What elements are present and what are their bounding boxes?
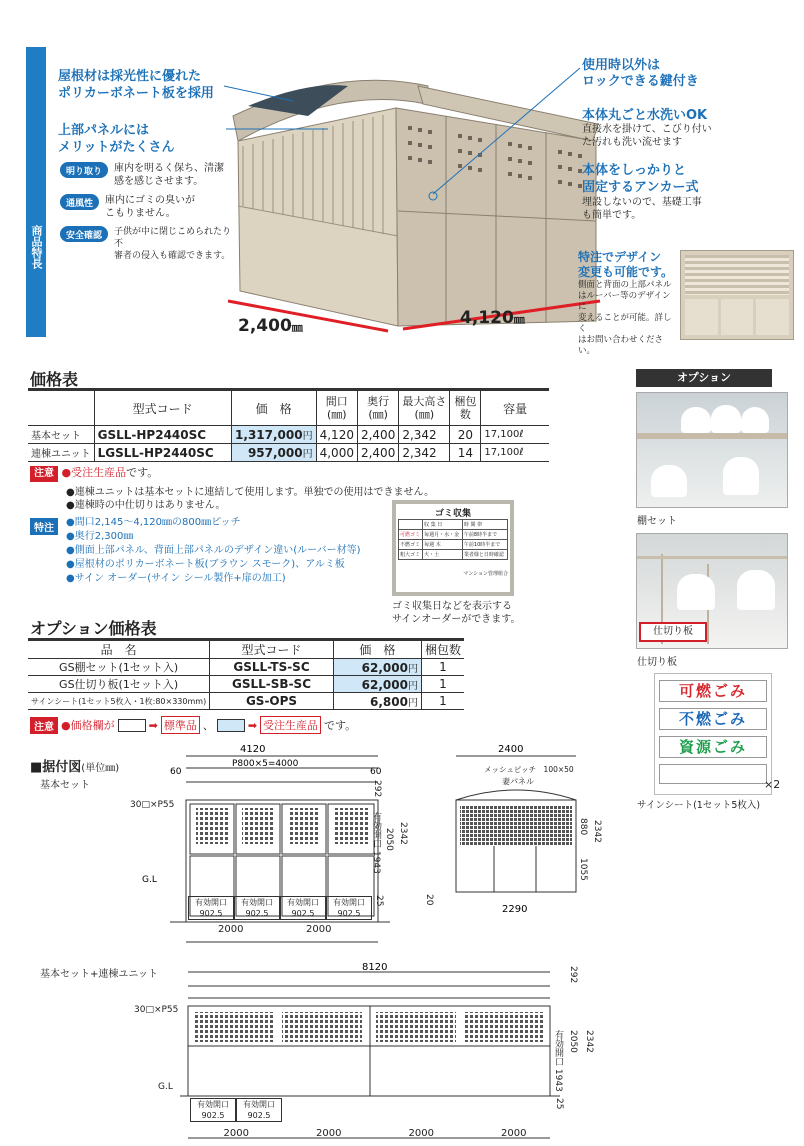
- model-code: GSLL-HP2440SC: [94, 426, 231, 444]
- legend-tail: です。: [324, 719, 357, 732]
- eff-width: 902.5: [245, 909, 269, 918]
- note-2: ●連棟時の中仕切りはありません。: [66, 500, 226, 511]
- cell-w: 4,000: [316, 444, 357, 462]
- cell-h: 2,342: [399, 444, 450, 462]
- upper-panel-text-1: 上部パネルには: [58, 123, 150, 138]
- divider-label: 仕切り板: [639, 622, 707, 642]
- custom-text-1: 側面と背面の上部パネル: [578, 280, 672, 290]
- eff-width: 902.5: [247, 1111, 271, 1120]
- total-height: 2050: [384, 828, 394, 851]
- custom-text-4: はお問い合わせください。: [578, 335, 664, 356]
- merit-item: [60, 226, 240, 262]
- foot-height: 25: [374, 895, 384, 907]
- yen: 円: [302, 431, 313, 442]
- divider-photo: [636, 533, 788, 649]
- lock-text-2: ロックできる鍵付き: [582, 74, 699, 89]
- spec-item: ●間口2,145～4,120㎜の800㎜ピッチ: [66, 517, 241, 528]
- side-base: 2290: [502, 904, 528, 915]
- custom-panel-photo: [680, 250, 794, 340]
- merit-text: 審者の侵入も確認できます。: [114, 251, 231, 261]
- yen: 円: [302, 449, 313, 460]
- merit-item: [60, 194, 240, 220]
- legend-white-box: [118, 719, 146, 732]
- chui-tag: 注意: [30, 466, 58, 482]
- sign-cell: 不燃ゴミ: [399, 540, 423, 550]
- note-1: ●連棟ユニットは基本セットに連結して使用します。単独での使用はできません。: [66, 487, 435, 498]
- pitch: P800×5=4000: [232, 759, 299, 769]
- cell-cap: 17,100ℓ: [481, 444, 549, 462]
- lock-text-1: 使用時以外は: [582, 58, 661, 73]
- chui-tag: 注意: [30, 717, 58, 734]
- price-header: 容量: [481, 391, 549, 426]
- cell-d: 2,400: [357, 444, 398, 462]
- sign-cell: 業者様と日時確認: [462, 550, 507, 560]
- option-header: 型式コード: [210, 641, 334, 659]
- drawing-title: ■据付図: [30, 760, 82, 775]
- merit-text: こもりません。: [105, 208, 176, 219]
- total-height: 2050: [568, 1030, 578, 1053]
- made-to-order: ●受注生産品: [61, 466, 127, 479]
- spec-item: ●奥行2,300㎜: [66, 531, 134, 542]
- price-header: 価 格: [231, 391, 316, 426]
- max-height: 2342: [398, 822, 408, 845]
- combo-label: 基本セット+連棟ユニット: [40, 969, 158, 980]
- price-table: [28, 390, 549, 462]
- merit-text: 庫内を明るく保ち、清潔: [114, 163, 225, 174]
- row-label: 連棟ユニット: [28, 444, 94, 462]
- sign-sheet-sample: [654, 673, 772, 795]
- table-row: [28, 426, 549, 444]
- option-price: 6,800: [370, 694, 408, 709]
- anchor-title-2: 固定するアンカー式: [582, 180, 699, 195]
- merit-badge: 安全確認: [60, 226, 108, 242]
- dim-length: 4,120: [460, 308, 514, 328]
- sign-resource: 資源ごみ: [659, 736, 767, 758]
- divider-caption: 仕切り板: [637, 657, 677, 668]
- merit-text: 子供が中に閉じこめられたり不: [114, 227, 232, 249]
- tokki-tag: 特注: [30, 518, 58, 535]
- bay-width: 2000: [306, 924, 332, 935]
- bay-width: 2000: [501, 1128, 527, 1139]
- merit-text: 庫内にゴミの臭いが: [105, 195, 196, 206]
- option-header: 品 名: [28, 641, 210, 659]
- model-code: LGSLL-HP2440SC: [94, 444, 231, 462]
- table-row: [28, 676, 464, 693]
- gable-label: 妻パネル: [502, 777, 534, 786]
- anchor-text-2: も簡単です。: [582, 210, 642, 221]
- sign-head: 収 集 日: [423, 520, 463, 530]
- price-value: 1,317,000: [235, 428, 303, 442]
- sign-caption-1: ゴミ収集日などを表示する: [392, 601, 512, 612]
- bay-width: 2000: [316, 1128, 342, 1139]
- option-code: GSLL-SB-SC: [210, 676, 334, 693]
- legend-blue-box: [217, 719, 245, 732]
- cell-w: 4,120: [316, 426, 357, 444]
- shelf-photo: [636, 392, 788, 508]
- total-basic: 4120: [240, 744, 266, 755]
- drawing-unit: (単位㎜): [81, 763, 120, 774]
- cell-d: 2,400: [357, 426, 398, 444]
- spec-list: [66, 516, 361, 586]
- opening-height: 有効開口 1943: [371, 812, 381, 874]
- side-lower: 1055: [578, 858, 588, 881]
- eff-width: 902.5: [291, 909, 315, 918]
- option-pack: 1: [421, 693, 464, 710]
- option-pack: 1: [421, 676, 464, 693]
- spec-item: ●屋根材のポリカーボネート板(ブラウン スモーク)、アルミ板: [66, 559, 345, 570]
- sign-cell: 毎週月・水・金: [423, 530, 463, 540]
- arrow-icon: ➡: [148, 718, 158, 732]
- opening-row-basic: [188, 896, 372, 920]
- legend-text: ●価格欄が: [61, 719, 115, 732]
- row-label: 基本セット: [28, 426, 94, 444]
- sign-footer: マンション管理組合: [463, 571, 508, 577]
- sign-cell: 粗大ゴミ: [399, 550, 423, 560]
- post-label: 30□×P55: [130, 800, 175, 810]
- cell-pack: 20: [450, 426, 481, 444]
- price-header: 梱包 数: [450, 391, 481, 426]
- yen: 円: [407, 663, 418, 675]
- price-title: 価格表: [30, 370, 79, 389]
- sign-burnable: 可燃ごみ: [659, 680, 767, 702]
- option-price: 62,000: [361, 677, 408, 692]
- dim-unit: ㎜: [513, 313, 525, 326]
- sign-cell: 午前10時半まで: [462, 540, 507, 550]
- roof-height: 292: [372, 780, 382, 798]
- merit-badge: 通風性: [60, 194, 99, 210]
- eff-open: 有効開口: [241, 898, 273, 907]
- option-code: GS-OPS: [210, 693, 334, 710]
- table-row: [28, 659, 464, 676]
- gl-label: G.L: [142, 875, 157, 885]
- sign-nonburnable: 不燃ごみ: [659, 708, 767, 730]
- margin-right: 60: [370, 767, 382, 777]
- price-header: 最大高さ (㎜): [399, 391, 450, 426]
- option-price: 62,000: [361, 660, 408, 675]
- merit-item: [60, 162, 240, 188]
- combo-bays: [190, 1128, 560, 1139]
- custom-title-1: 特注でデザイン: [578, 250, 662, 264]
- sign-times: ×2: [764, 778, 781, 791]
- foot-height: 25: [554, 1098, 564, 1110]
- yen: 円: [407, 680, 418, 692]
- eff-width: 902.5: [337, 909, 361, 918]
- merit-badge: 明り取り: [60, 162, 108, 178]
- roof-text-1: 屋根材は採光性に優れた: [58, 69, 202, 84]
- shelf-caption: 棚セット: [637, 516, 677, 527]
- option-pack: 1: [421, 659, 464, 676]
- side-max: 2342: [592, 820, 602, 843]
- custom-text-3: 変えることが可能。詳しく: [578, 313, 672, 334]
- price-legend: 注意 ●価格欄が ➡ 標準品 、 ➡ 受注生産品 です。: [30, 716, 356, 734]
- price-header: 型式コード: [94, 391, 231, 426]
- desu: です。: [126, 466, 159, 479]
- price-header: 間口 (㎜): [316, 391, 357, 426]
- merit-text: 感を感じさせます。: [114, 176, 204, 187]
- sign-head: 時 間 帯: [462, 520, 507, 530]
- margin-left: 60: [170, 767, 182, 777]
- option-code: GSLL-TS-SC: [210, 659, 334, 676]
- table-row: [28, 693, 464, 710]
- arrow-icon: ➡: [247, 718, 258, 732]
- feature-side-tab: 商品特長: [26, 47, 46, 337]
- sign-cell: 毎週 木: [423, 540, 463, 550]
- basic-label: 基本セット: [40, 780, 90, 791]
- yen: 円: [407, 697, 418, 709]
- total-combo: 8120: [362, 962, 388, 973]
- post-label: 30□×P55: [134, 1005, 179, 1015]
- opening-row-combo: [190, 1098, 282, 1122]
- side-foot: 20: [424, 894, 434, 906]
- sign-cell: 午前8時半まで: [462, 530, 507, 540]
- sign-title: ゴミ収集: [434, 509, 471, 519]
- sign-order-photo: [392, 500, 514, 596]
- eff-width: 902.5: [199, 909, 223, 918]
- option-price-title: オプション価格表: [30, 619, 157, 638]
- max-height: 2342: [584, 1030, 594, 1053]
- eff-open: 有効開口: [287, 898, 319, 907]
- legend-mto: 受注生産品: [260, 716, 321, 734]
- spec-item: ●側面上部パネル、背面上部パネルのデザイン違い(ルーバー材等): [66, 545, 361, 556]
- cell-h: 2,342: [399, 426, 450, 444]
- bay-width: 2000: [408, 1128, 434, 1139]
- custom-title-2: 変更も可能です。: [578, 265, 674, 279]
- wash-text-1: 直接水を掛けて、こびり付い: [582, 124, 712, 135]
- eff-open: 有効開口: [195, 898, 227, 907]
- anchor-title-1: 本体をしっかりと: [582, 163, 687, 178]
- roof-text-2: ポリカーボネート板を採用: [58, 86, 214, 101]
- eff-width: 902.5: [201, 1111, 225, 1120]
- option-name: サインシート(1セット5枚入・1枚:80×330mm): [28, 693, 210, 710]
- cell-cap: 17,100ℓ: [481, 426, 549, 444]
- sign-caption: サインシート(1セット5枚入): [637, 800, 761, 811]
- roof-height: 292: [568, 966, 578, 984]
- price-header: 奥行 (㎜): [357, 391, 398, 426]
- sign-cell: 可燃ゴミ: [399, 530, 423, 540]
- mesh-label: メッシュピッチ 100×50: [484, 765, 574, 774]
- custom-text-2: はルーバー等のデザインに: [578, 291, 671, 312]
- dim-width: 2,400: [238, 316, 292, 336]
- price-value: 957,000: [247, 446, 303, 460]
- side-upper: 880: [578, 818, 588, 836]
- gl-label: G.L: [158, 1082, 173, 1092]
- sign-caption-2: サインオーダーができます。: [392, 614, 521, 625]
- table-row: [28, 444, 549, 462]
- option-name: GS仕切り板(1セット入): [28, 676, 210, 693]
- sign-blank: [659, 764, 767, 784]
- sign-cell: 火・土: [423, 550, 463, 560]
- eff-open: 有効開口: [197, 1100, 229, 1109]
- eff-open: 有効開口: [243, 1100, 275, 1109]
- bay-width: 2000: [218, 924, 244, 935]
- cell-pack: 14: [450, 444, 481, 462]
- upper-panel-text-2: メリットがたくさん: [58, 140, 175, 155]
- option-name: GS棚セット(1セット入): [28, 659, 210, 676]
- bay-width: 2000: [223, 1128, 249, 1139]
- legend-std: 標準品: [161, 716, 200, 734]
- dim-unit: ㎜: [291, 321, 303, 334]
- eff-open: 有効開口: [333, 898, 365, 907]
- option-header: 価 格: [333, 641, 421, 659]
- option-header: 梱包数: [421, 641, 464, 659]
- option-price-table: [28, 640, 464, 710]
- side-width: 2400: [498, 744, 524, 755]
- anchor-text-1: 埋設しないので、基礎工事: [582, 197, 702, 208]
- spec-item: ●サイン オーダー(サイン シール製作+扉の加工): [66, 573, 286, 584]
- wash-text-2: た汚れも洗い流せます: [582, 137, 682, 148]
- option-header: オプション: [636, 369, 772, 387]
- opening-height: 有効開口 1943: [553, 1030, 563, 1092]
- wash-title: 本体丸ごと水洗いOK: [582, 108, 708, 123]
- merit-list: [60, 162, 240, 262]
